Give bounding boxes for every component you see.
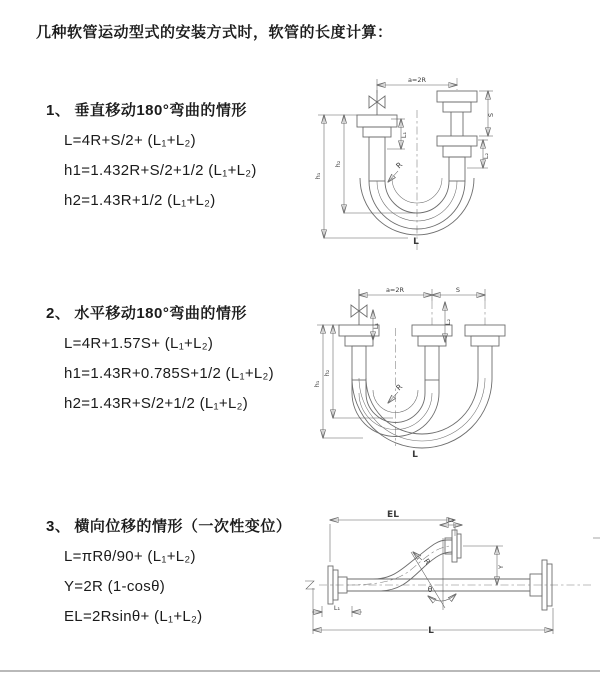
radius-label-r: R xyxy=(394,382,405,393)
formula-line: L=4R+1.57S+ (L₁+L₂) xyxy=(64,335,214,352)
dim-label-s: S xyxy=(487,112,495,118)
dim-label-y: Y xyxy=(497,565,505,569)
formula-line: L=πRθ/90+ (L₁+L₂) xyxy=(64,548,196,565)
formula-line: h2=1.43R+S/2+1/2 (L₁+L₂) xyxy=(64,395,249,412)
dim-label-l: L xyxy=(413,237,419,247)
flange xyxy=(443,146,471,157)
flange xyxy=(363,127,391,137)
diagram-vertical-180-bend xyxy=(302,66,594,258)
diagram-horizontal-180-bend xyxy=(305,278,597,463)
section-lateral-displacement xyxy=(46,515,291,629)
valve-icon xyxy=(351,305,359,317)
dim-label-h1: h₁ xyxy=(313,380,321,388)
flange xyxy=(452,530,457,562)
section-heading-text: 横向位移的情形（一次性变位） xyxy=(74,518,292,535)
section-number: 2、 xyxy=(46,305,71,322)
dim-label-l1: L₁ xyxy=(333,604,341,612)
section-heading xyxy=(46,302,274,323)
braided-hose xyxy=(369,137,385,181)
hose-curve xyxy=(347,540,452,579)
formula-line: h2=1.43R+1/2 (L₁+L₂) xyxy=(64,192,216,209)
flange xyxy=(412,325,452,336)
section-vertical-bend xyxy=(46,99,257,213)
dim-label-l2: L₂ xyxy=(444,318,452,326)
section-heading xyxy=(46,99,257,120)
flange xyxy=(418,336,446,346)
section-heading-text: 水平移动180°弯曲的情形 xyxy=(74,305,247,322)
dim-label-h2: h₂ xyxy=(323,369,331,377)
formula-line: h1=1.43R+0.785S+1/2 (L₁+L₂) xyxy=(64,365,274,382)
braided-hose xyxy=(352,346,366,380)
section-number: 1、 xyxy=(46,102,71,119)
dim-label-h1: h₁ xyxy=(314,172,322,180)
valve-icon xyxy=(377,96,385,108)
page-title: 几种软管运动型式的安装方式时，软管的长度计算： xyxy=(36,24,393,41)
page-bottom-rule xyxy=(0,670,600,672)
valve-icon xyxy=(369,96,377,108)
section-number: 3、 xyxy=(46,518,71,535)
flange xyxy=(357,115,397,127)
radius-label-r: R xyxy=(394,160,405,171)
braided-hose xyxy=(449,157,465,181)
flange xyxy=(443,102,471,112)
dim-label-l2: L₂ xyxy=(447,516,455,524)
flange xyxy=(437,91,477,102)
dim-label-l2: L₂ xyxy=(482,152,490,160)
braided-hose xyxy=(425,346,439,380)
dim-label-l: L xyxy=(428,626,434,636)
dim-label-a2r: a=2R xyxy=(407,76,427,84)
dim-label-a2r: a=2R xyxy=(385,286,405,294)
flange xyxy=(437,136,477,146)
dim-label-l1: L₁ xyxy=(372,322,380,330)
valve-icon xyxy=(359,305,367,317)
radius-label-r: R xyxy=(421,556,433,567)
hose-curve xyxy=(352,378,492,448)
section-heading xyxy=(46,515,291,536)
formula-line: EL=2Rsinθ+ (L₁+L₂) xyxy=(64,608,203,625)
section-horizontal-bend xyxy=(46,302,274,416)
formula-line: Y=2R (1-cosθ) xyxy=(64,578,166,595)
centerline-break-icon xyxy=(305,581,315,589)
flange xyxy=(345,336,373,346)
formula-line: L=4R+S/2+ (L₁+L₂) xyxy=(64,132,196,149)
dim-label-h2: h₂ xyxy=(334,160,342,168)
dim-label-s: S xyxy=(455,286,461,294)
angle-label-theta: θ xyxy=(427,585,433,594)
dim-label-el: EL xyxy=(387,510,399,520)
flange xyxy=(457,534,461,558)
formula-line: h1=1.432R+S/2+1/2 (L₁+L₂) xyxy=(64,162,257,179)
dim-label-l: L xyxy=(412,450,418,460)
dim-label-l1: L₁ xyxy=(400,131,408,139)
diagram-lateral-displacement xyxy=(295,500,600,648)
section-heading-text: 垂直移动180°弯曲的情形 xyxy=(74,102,247,119)
flange xyxy=(465,325,505,336)
flange xyxy=(471,336,499,346)
